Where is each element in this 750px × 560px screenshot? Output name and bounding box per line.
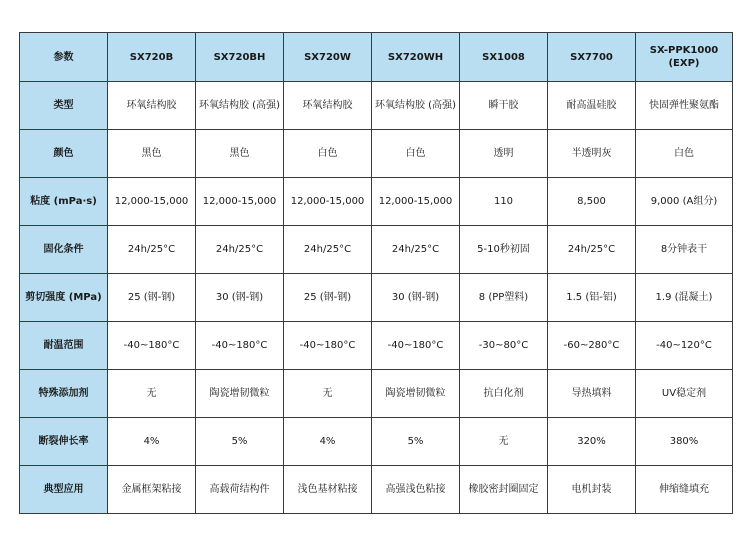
product-spec-table — [19, 32, 733, 514]
table-cell: 4% — [108, 418, 196, 466]
product-header: SX720WH — [372, 33, 460, 82]
table-cell: -40~120°C — [636, 322, 733, 370]
table-cell: 高强浅色粘接 — [372, 466, 460, 514]
table-cell: 环氧结构胶 — [284, 82, 372, 130]
table-row — [20, 322, 733, 370]
table-cell: -40~180°C — [372, 322, 460, 370]
table-cell: 半透明灰 — [548, 130, 636, 178]
table-cell: 25 (钢-钢) — [108, 274, 196, 322]
table-cell: 30 (钢-钢) — [196, 274, 284, 322]
row-label: 粘度 (mPa·s) — [20, 178, 108, 226]
table-cell: 4% — [284, 418, 372, 466]
table-cell: 24h/25°C — [196, 226, 284, 274]
table-cell: 耐高温硅胶 — [548, 82, 636, 130]
table-cell: 白色 — [284, 130, 372, 178]
table-cell: 24h/25°C — [284, 226, 372, 274]
table-row — [20, 418, 733, 466]
table-cell: 5% — [372, 418, 460, 466]
table-cell: 环氧结构胶 (高强) — [196, 82, 284, 130]
table-cell: -30~80°C — [460, 322, 548, 370]
table-cell: 高载荷结构件 — [196, 466, 284, 514]
table-cell: 110 — [460, 178, 548, 226]
table-row — [20, 130, 733, 178]
table-cell: -40~180°C — [196, 322, 284, 370]
table-row — [20, 370, 733, 418]
table-cell: 380% — [636, 418, 733, 466]
table-cell: 环氧结构胶 — [108, 82, 196, 130]
table-cell: 环氧结构胶 (高强) — [372, 82, 460, 130]
table-cell: 25 (钢-钢) — [284, 274, 372, 322]
table-cell: 24h/25°C — [108, 226, 196, 274]
product-header: SX-PPK1000 (EXP) — [636, 33, 733, 82]
table-cell: 白色 — [372, 130, 460, 178]
table-cell: 快固弹性聚氨酯 — [636, 82, 733, 130]
table-cell: 30 (钢-钢) — [372, 274, 460, 322]
row-label: 固化条件 — [20, 226, 108, 274]
spec-table-body — [20, 82, 733, 514]
table-cell: 8分钟表干 — [636, 226, 733, 274]
table-cell: 白色 — [636, 130, 733, 178]
table-cell: 透明 — [460, 130, 548, 178]
product-header: SX720BH — [196, 33, 284, 82]
table-cell: -40~180°C — [284, 322, 372, 370]
table-cell: 12,000-15,000 — [284, 178, 372, 226]
table-row — [20, 466, 733, 514]
table-cell: 瞬干胶 — [460, 82, 548, 130]
row-label: 类型 — [20, 82, 108, 130]
table-cell: 无 — [108, 370, 196, 418]
table-cell: -40~180°C — [108, 322, 196, 370]
product-header: SX1008 — [460, 33, 548, 82]
table-cell: 黑色 — [196, 130, 284, 178]
table-cell: 陶瓷增韧微粒 — [196, 370, 284, 418]
header-row — [20, 33, 733, 82]
table-row — [20, 82, 733, 130]
table-cell: 24h/25°C — [548, 226, 636, 274]
table-cell: UV稳定剂 — [636, 370, 733, 418]
table-cell: 陶瓷增韧微粒 — [372, 370, 460, 418]
table-cell: 12,000-15,000 — [196, 178, 284, 226]
table-cell: 8,500 — [548, 178, 636, 226]
table-cell: 9,000 (A组分) — [636, 178, 733, 226]
row-label: 剪切强度 (MPa) — [20, 274, 108, 322]
table-row — [20, 178, 733, 226]
table-cell: 320% — [548, 418, 636, 466]
header-param-label: 参数 — [20, 33, 108, 82]
table-cell: 24h/25°C — [372, 226, 460, 274]
table-cell: 抗白化剂 — [460, 370, 548, 418]
table-cell: 12,000-15,000 — [108, 178, 196, 226]
product-header: SX720W — [284, 33, 372, 82]
table-cell: 8 (PP塑料) — [460, 274, 548, 322]
table-cell: 导热填料 — [548, 370, 636, 418]
table-cell: 1.9 (混凝土) — [636, 274, 733, 322]
table-cell: 黑色 — [108, 130, 196, 178]
table-cell: 电机封装 — [548, 466, 636, 514]
row-label: 断裂伸长率 — [20, 418, 108, 466]
spec-table-container — [19, 32, 732, 514]
row-label: 颜色 — [20, 130, 108, 178]
table-row — [20, 226, 733, 274]
row-label: 典型应用 — [20, 466, 108, 514]
table-cell: 橡胶密封圈固定 — [460, 466, 548, 514]
table-cell: 无 — [460, 418, 548, 466]
table-row — [20, 274, 733, 322]
row-label: 特殊添加剂 — [20, 370, 108, 418]
table-cell: 5% — [196, 418, 284, 466]
product-header: SX7700 — [548, 33, 636, 82]
table-cell: 5-10秒初固 — [460, 226, 548, 274]
table-cell: 12,000-15,000 — [372, 178, 460, 226]
table-cell: 浅色基材粘接 — [284, 466, 372, 514]
row-label: 耐温范围 — [20, 322, 108, 370]
product-header: SX720B — [108, 33, 196, 82]
table-cell: 金属框架粘接 — [108, 466, 196, 514]
table-cell: -60~280°C — [548, 322, 636, 370]
table-cell: 1.5 (铝-铝) — [548, 274, 636, 322]
table-cell: 无 — [284, 370, 372, 418]
table-cell: 伸缩缝填充 — [636, 466, 733, 514]
